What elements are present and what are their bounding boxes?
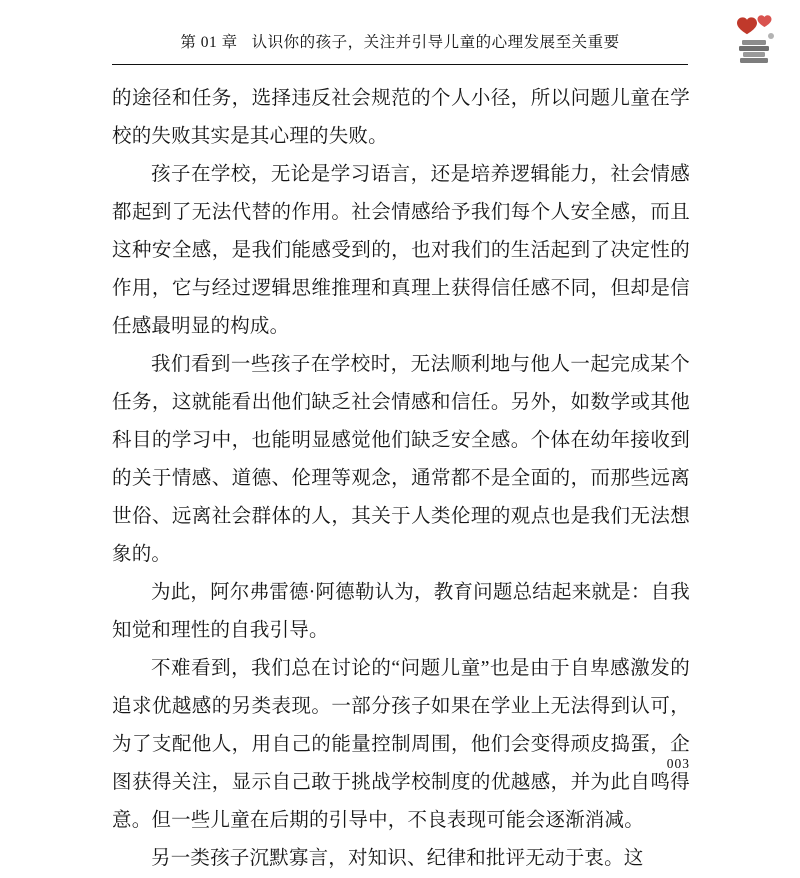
paragraph: 不难看到，我们总在讨论的“问题儿童”也是由于自卑感激发的追求优越感的另类表现。一部分孩子如果在学业上无法得到认可，为了支配他人，用自己的能量控制周围，他们会变得顽皮捣蛋，企图获得关注，显示自己敢于挑战学校制度的优越感，并为此自鸣得意。但一些儿童在后期的引导中，不良表现可能会逐渐消减。 [112, 658, 690, 831]
paragraph: 孩子在学校，无论是学习语言，还是培养逻辑能力，社会情感都起到了无法代替的作用。社会情感给予我们每个人安全感，而且这种安全感，是我们能感受到的，也对我们的生活起到了决定性的作用，它与经过逻辑思维推理和真理上获得信任感不同，但却是信任感最明显的构成。 [112, 164, 690, 337]
paragraph: 另一类孩子沉默寡言，对知识、纪律和批评无动于衷。这 [151, 848, 644, 869]
running-head [0, 30, 800, 52]
paragraph: 我们看到一些孩子在学校时，无法顺利地与他人一起完成某个任务，这就能看出他们缺乏社会情感和信任。另外，如数学或其他科目的学习中，也能明显感觉他们缺乏安全感。个体在幼年接收到的关于情感、道德、伦理等观念，通常都不是全面的，而那些远离世俗、远离社会群体的人，其关于人类伦理的观点也是我们无法想象的。 [112, 354, 690, 565]
chapter-title: 认识你的孩子，关注并引导儿童的心理发展至关重要 [251, 34, 620, 51]
paragraph: 的途径和任务，选择违反社会规范的个人小径，所以问题儿童在学校的失败其实是其心理的失败。 [112, 88, 690, 147]
header-divider [112, 64, 688, 65]
chapter-label: 第 01 章 [180, 34, 238, 51]
paragraph: 为此，阿尔弗雷德·阿德勒认为，教育问题总结起来就是：自我知觉和理性的自我引导。 [112, 582, 690, 641]
body-text [112, 80, 690, 878]
hearts-and-books-ornament-icon [724, 10, 782, 68]
page-header [0, 18, 800, 64]
page-number: 003 [666, 756, 690, 771]
